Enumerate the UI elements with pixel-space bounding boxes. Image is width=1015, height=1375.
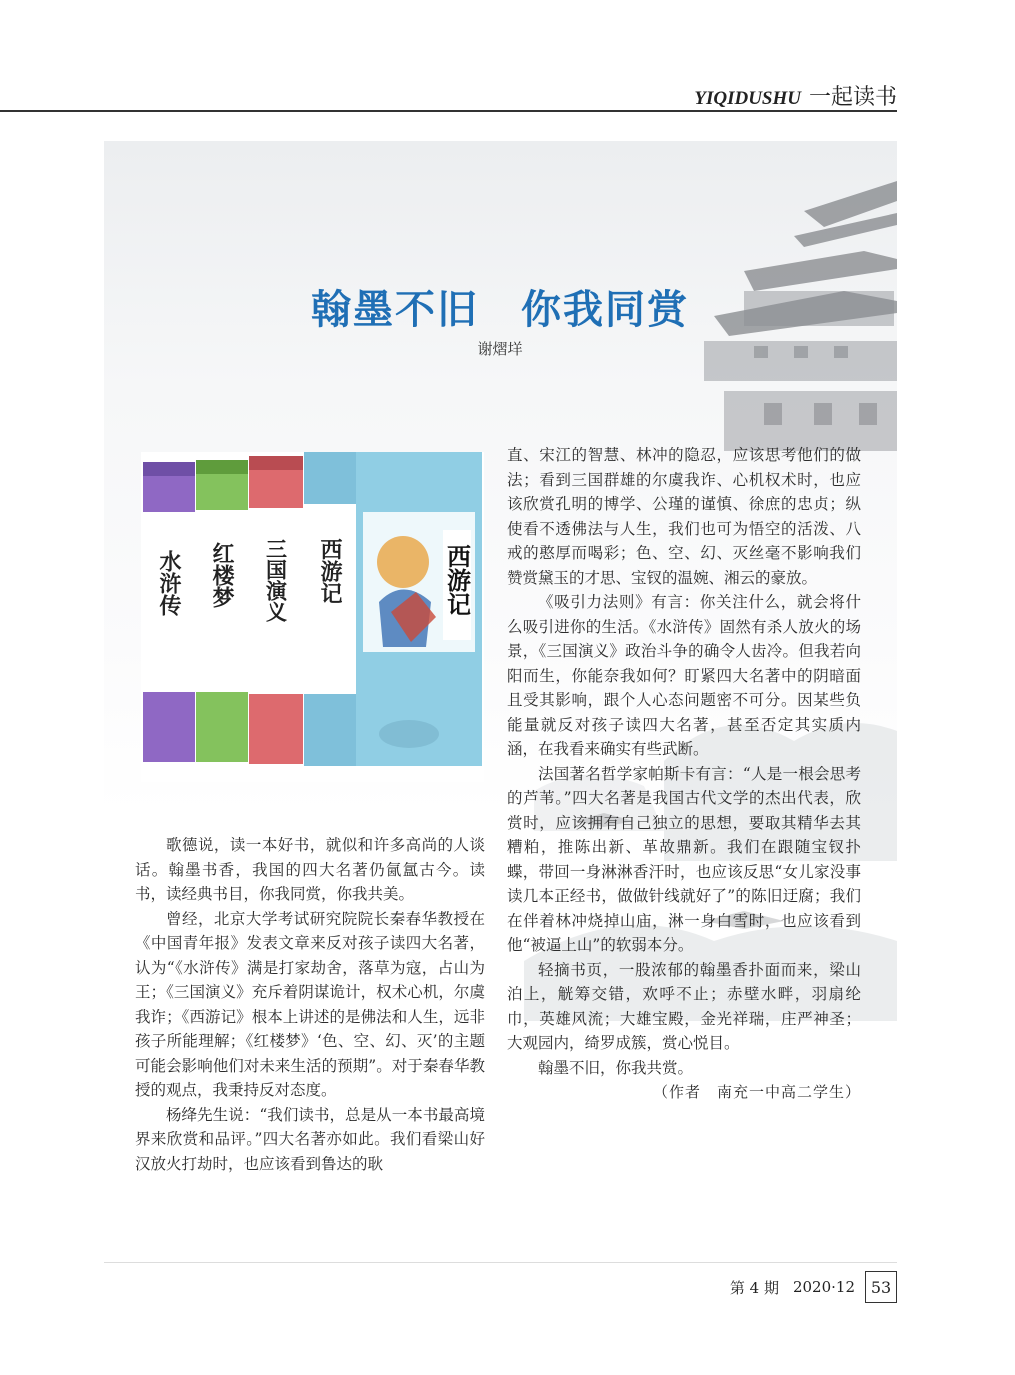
right-text-column [507, 443, 861, 1105]
left-text-column [135, 833, 485, 1176]
page-number: 53 [865, 1271, 897, 1303]
magazine-brand [694, 80, 897, 111]
brand-english: YIQIDUSHU [694, 88, 801, 109]
issue-date: 2020·12 [792, 1278, 855, 1296]
paragraph: 歌德说，读一本好书，就似和许多高尚的人谈话。翰墨书香，我国的四大名著仍氤氲古今。读书，读经典书目，你我同赏，你我共美。 [135, 836, 485, 903]
paragraph: 翰墨不旧，你我共赏。 [538, 1058, 694, 1077]
cover-title-xiyou: 西游记 [442, 544, 472, 616]
spine-title-sanguo: 三国演义 [263, 538, 289, 622]
paragraph: 轻摘书页，一股浓郁的翰墨香扑面而来，梁山泊上，觥筹交错，欢呼不止；赤壁水畔，羽扇纶巾，英雄风流；大雄宝殿，金光祥瑞，庄严神圣；大观园内，绮罗成簇，赏心悦目。 [507, 960, 861, 1052]
spine-title-xiyou: 西游记 [317, 538, 343, 604]
book-honglou [196, 460, 248, 762]
article-title: 翰墨不旧 你我同赏 [311, 286, 689, 333]
spine-title-shuihu: 水浒传 [156, 550, 182, 616]
issue-number: 第 4 期 [729, 1278, 779, 1297]
books-svg [141, 452, 484, 782]
article-author: 谢熠垟 [477, 340, 523, 358]
author-signature: （作者 南充一中高二学生） [652, 1083, 861, 1101]
page-footer [730, 1270, 897, 1304]
paragraph: 法国著名哲学家帕斯卡有言：“人是一根会思考的芦苇。”四大名著是我国古代文学的杰出代表，欣赏时，应该拥有自己独立的思想，要取其精华去其糟粕，推陈出新、革故鼎新。我们在跟随宝钗扑蝶，带回一身淋淋香汗时，也应该反思“女儿家没事读几本正经书，做做针线就好了”的陈旧迂腐；我们在伴着林冲烧掉山庙，淋一身白雪时，也应该看到他“被逼上山”的软弱本分。 [507, 764, 861, 954]
paragraph-continuation: 直、宋江的智慧、林冲的隐忍，应该思考他们的做法；看到三国群雄的尔虞我诈、心机权术时，也应该欣赏孔明的博学、公瑾的谨慎、徐庶的忠贞；纵使看不透佛法与人生，我们也可为悟空的活泼、八戒的憨厚而喝彩；色、空、幻、灭丝毫不影响我们赞赏黛玉的才思、宝钗的温婉、湘云的豪放。 [507, 446, 861, 587]
spine-title-honglou: 红楼梦 [209, 542, 235, 608]
footer-rule [104, 1262, 897, 1263]
four-classics-books-image [141, 452, 484, 782]
paragraph: 曾经，北京大学考试研究院院长秦春华教授在《中国青年报》发表文章来反对孩子读四大名著，认为“《水浒传》满是打家劫舍，落草为寇，占山为王；《三国演义》充斥着阴谋诡计，权术心机，尔虞我诈；《西游记》根本上讲述的是佛法和人生，远非孩子所能理解；《红楼梦》‘色、空、幻、灭’的主题可能会影响他们对未来生活的预期”。对于秦春华教授的观点，我秉持反对态度。 [135, 909, 485, 1099]
header-rule [0, 110, 897, 112]
paragraph: 《吸引力法则》有言：你关注什么，就会将什么吸引进你的生活。《水浒传》固然有杀人放火的场景，《三国演义》政治斗争的确令人齿冷。但我若向阳而生，你能奈我如何？盯紧四大名著中的阴暗面且受其影响，跟个人心态问题密不可分。因某些负能量就反对孩子读四大名著，甚至否定其实质内涵，在我看来确实有些武断。 [507, 593, 861, 758]
paragraph: 杨绛先生说：“我们读书，总是从一本书最高境界来欣赏和品评。”四大名著亦如此。我们看梁山好汉放火打劫时，也应该看到鲁达的耿 [135, 1105, 485, 1173]
brand-chinese: 一起读书 [808, 84, 897, 109]
